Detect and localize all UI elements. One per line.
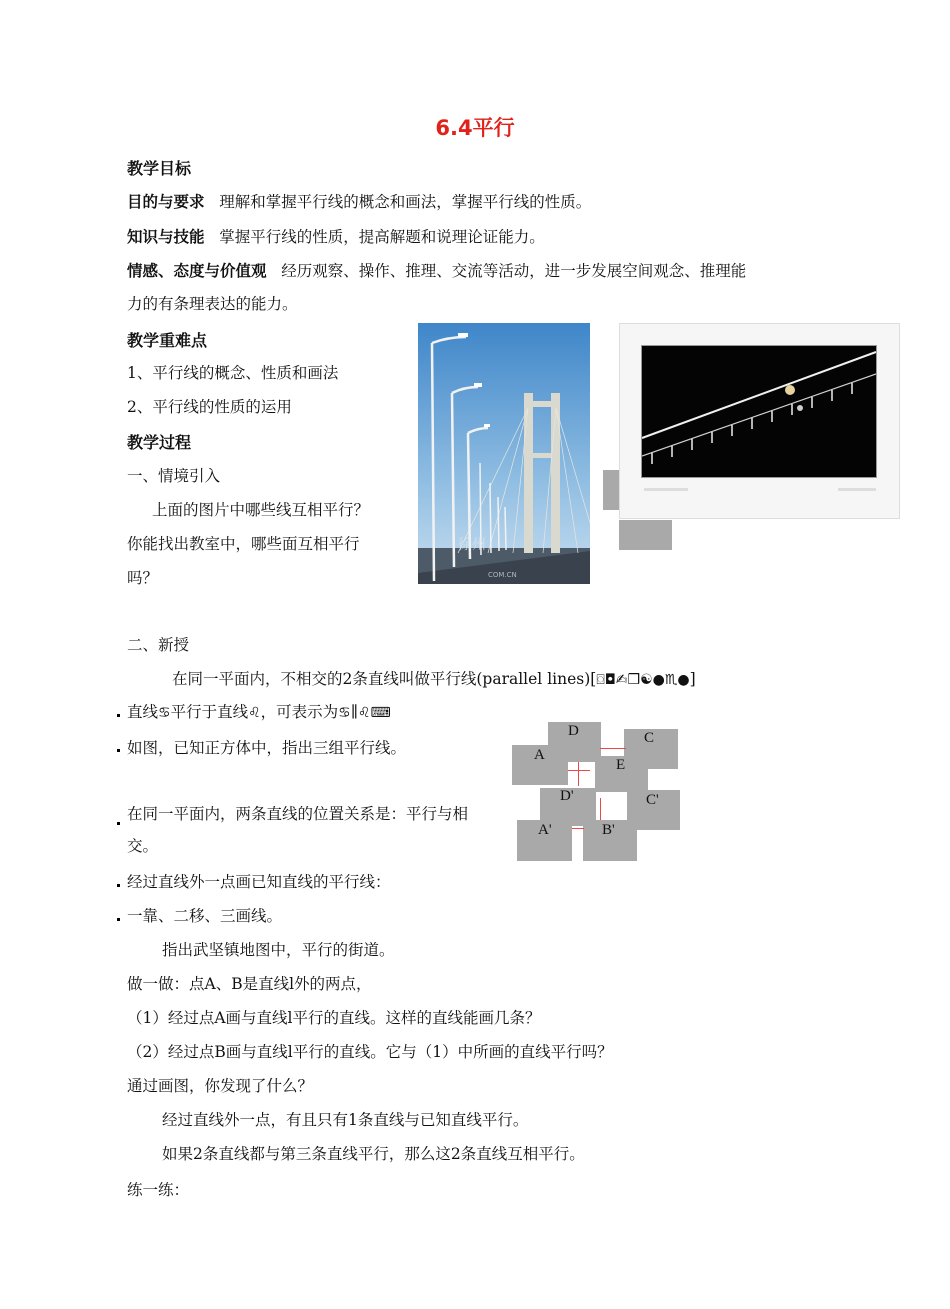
wingdings-symbols-icon: ⌼◘✍❒☯●♏● <box>596 672 690 688</box>
notation-text-a: 直线 <box>127 703 159 721</box>
conclusion-2: 如果2条直线都与第三条直线平行，那么这2条直线互相平行。 <box>162 1145 585 1163</box>
part1-question-2: 你能找出教室中，哪些面互相平行 <box>127 535 360 553</box>
night-bridge-photo <box>641 345 877 478</box>
gray-block <box>603 470 619 510</box>
goal-1 <box>127 190 591 212</box>
draw-heading: 经过直线外一点画已知直线的平行线： <box>127 873 391 891</box>
part1-question-3: 吗？ <box>127 569 159 587</box>
symbol-a-icon: ♋ <box>158 705 171 721</box>
goal-3-label: 情感、态度与价值观 <box>127 262 267 280</box>
goal-2 <box>127 225 545 247</box>
definition-text: 在同一平面内，不相交的2条直线叫做平行线(parallel lines)[ <box>172 670 597 688</box>
cube-instruction: 如图，已知正方体中，指出三组平行线。 <box>127 739 407 757</box>
notation-line <box>127 700 391 722</box>
cube-label-d-prime: D' <box>560 788 574 804</box>
cube-label-b-prime: B' <box>602 822 615 838</box>
definition-line <box>172 667 696 689</box>
goal-3-text: 经历观察、操作、推理、交流等活动，进一步发展空间观念、推理能 <box>281 262 747 280</box>
cube-label-a: A <box>534 747 545 763</box>
cube-label-c: C <box>644 730 655 746</box>
difficulty-1: 1、平行线的概念、性质和画法 <box>127 364 339 382</box>
cube-edge-line <box>578 762 579 786</box>
discover-text: 通过画图，你发现了什么？ <box>127 1077 314 1095</box>
bullet-icon <box>117 884 120 887</box>
cube-label-e: E <box>616 757 626 773</box>
keyboard-icon: ⌨ <box>370 705 391 721</box>
goal-1-label: 目的与要求 <box>127 193 205 211</box>
difficulty-heading: 教学重难点 <box>127 331 208 350</box>
notation-text-b: 平行于直线 <box>170 703 249 721</box>
goal-2-text: 掌握平行线的性质，提高解题和说理论证能力。 <box>219 228 545 246</box>
draw-steps: 一靠、二移、三画线。 <box>127 907 283 925</box>
difficulty-2: 2、平行线的性质的运用 <box>127 398 292 416</box>
cube-label-d: D <box>568 723 579 739</box>
gray-block <box>619 520 672 550</box>
symbol-b2-icon: ♌ <box>357 705 371 721</box>
caption-mark-right <box>838 488 876 491</box>
bullet-icon <box>117 822 120 825</box>
page-title: 6.4平行 <box>435 116 515 140</box>
symbol-a2-icon: ♋ <box>338 705 351 721</box>
goal-3-text-cont: 力的有条理表达的能力。 <box>127 295 298 313</box>
cube-edge-line <box>572 828 584 829</box>
bullet-icon <box>117 749 120 752</box>
conclusion-1: 经过直线外一点，有且只有1条直线与已知直线平行。 <box>162 1111 529 1129</box>
cube-edge-line <box>600 798 601 820</box>
bullet-icon <box>117 918 120 921</box>
cube-label-a-prime: A' <box>538 822 552 838</box>
part1-heading: 一、情境引入 <box>127 467 221 485</box>
goals-heading: 教学目标 <box>127 159 192 178</box>
cube-figure <box>512 720 684 864</box>
position-text-cont: 交。 <box>127 837 159 855</box>
goal-2-label: 知识与技能 <box>127 228 205 246</box>
notation-text-c: ，可表示为 <box>260 703 339 721</box>
try-1: （1）经过点A画与直线l平行的直线。这样的直线能画几条？ <box>127 1009 541 1027</box>
goal-3 <box>127 259 746 281</box>
watermark-url-icon: COM.CN <box>488 571 517 579</box>
try-text: 做一做：点A、B是直线l外的两点， <box>127 975 372 993</box>
symbol-b-icon: ♌ <box>248 705 261 721</box>
bridge-photo <box>418 323 590 584</box>
try-2: （2）经过点B画与直线l平行的直线。它与（1）中所画的直线平行吗？ <box>127 1043 613 1061</box>
process-heading: 教学过程 <box>127 433 192 452</box>
cube-gap <box>604 800 626 820</box>
practice-heading: 练一练： <box>127 1181 190 1199</box>
parallel-symbol: ∥ <box>350 703 358 721</box>
bullet-icon <box>117 714 120 717</box>
map-text: 指出武坚镇地图中，平行的街道。 <box>162 941 395 959</box>
watermark-icon: 徐州 <box>458 537 486 553</box>
definition-close: ] <box>689 670 696 688</box>
caption-mark-left <box>644 488 688 491</box>
part2-heading: 二、新授 <box>127 636 190 654</box>
cube-edge-line <box>568 770 590 771</box>
goal-1-text: 理解和掌握平行线的概念和画法，掌握平行线的性质。 <box>219 193 592 211</box>
cube-edge-line <box>600 748 626 749</box>
position-text: 在同一平面内，两条直线的位置关系是：平行与相 <box>127 805 469 823</box>
part1-question-1: 上面的图片中哪些线互相平行？ <box>152 501 370 519</box>
cube-label-c-prime: C' <box>646 792 659 808</box>
